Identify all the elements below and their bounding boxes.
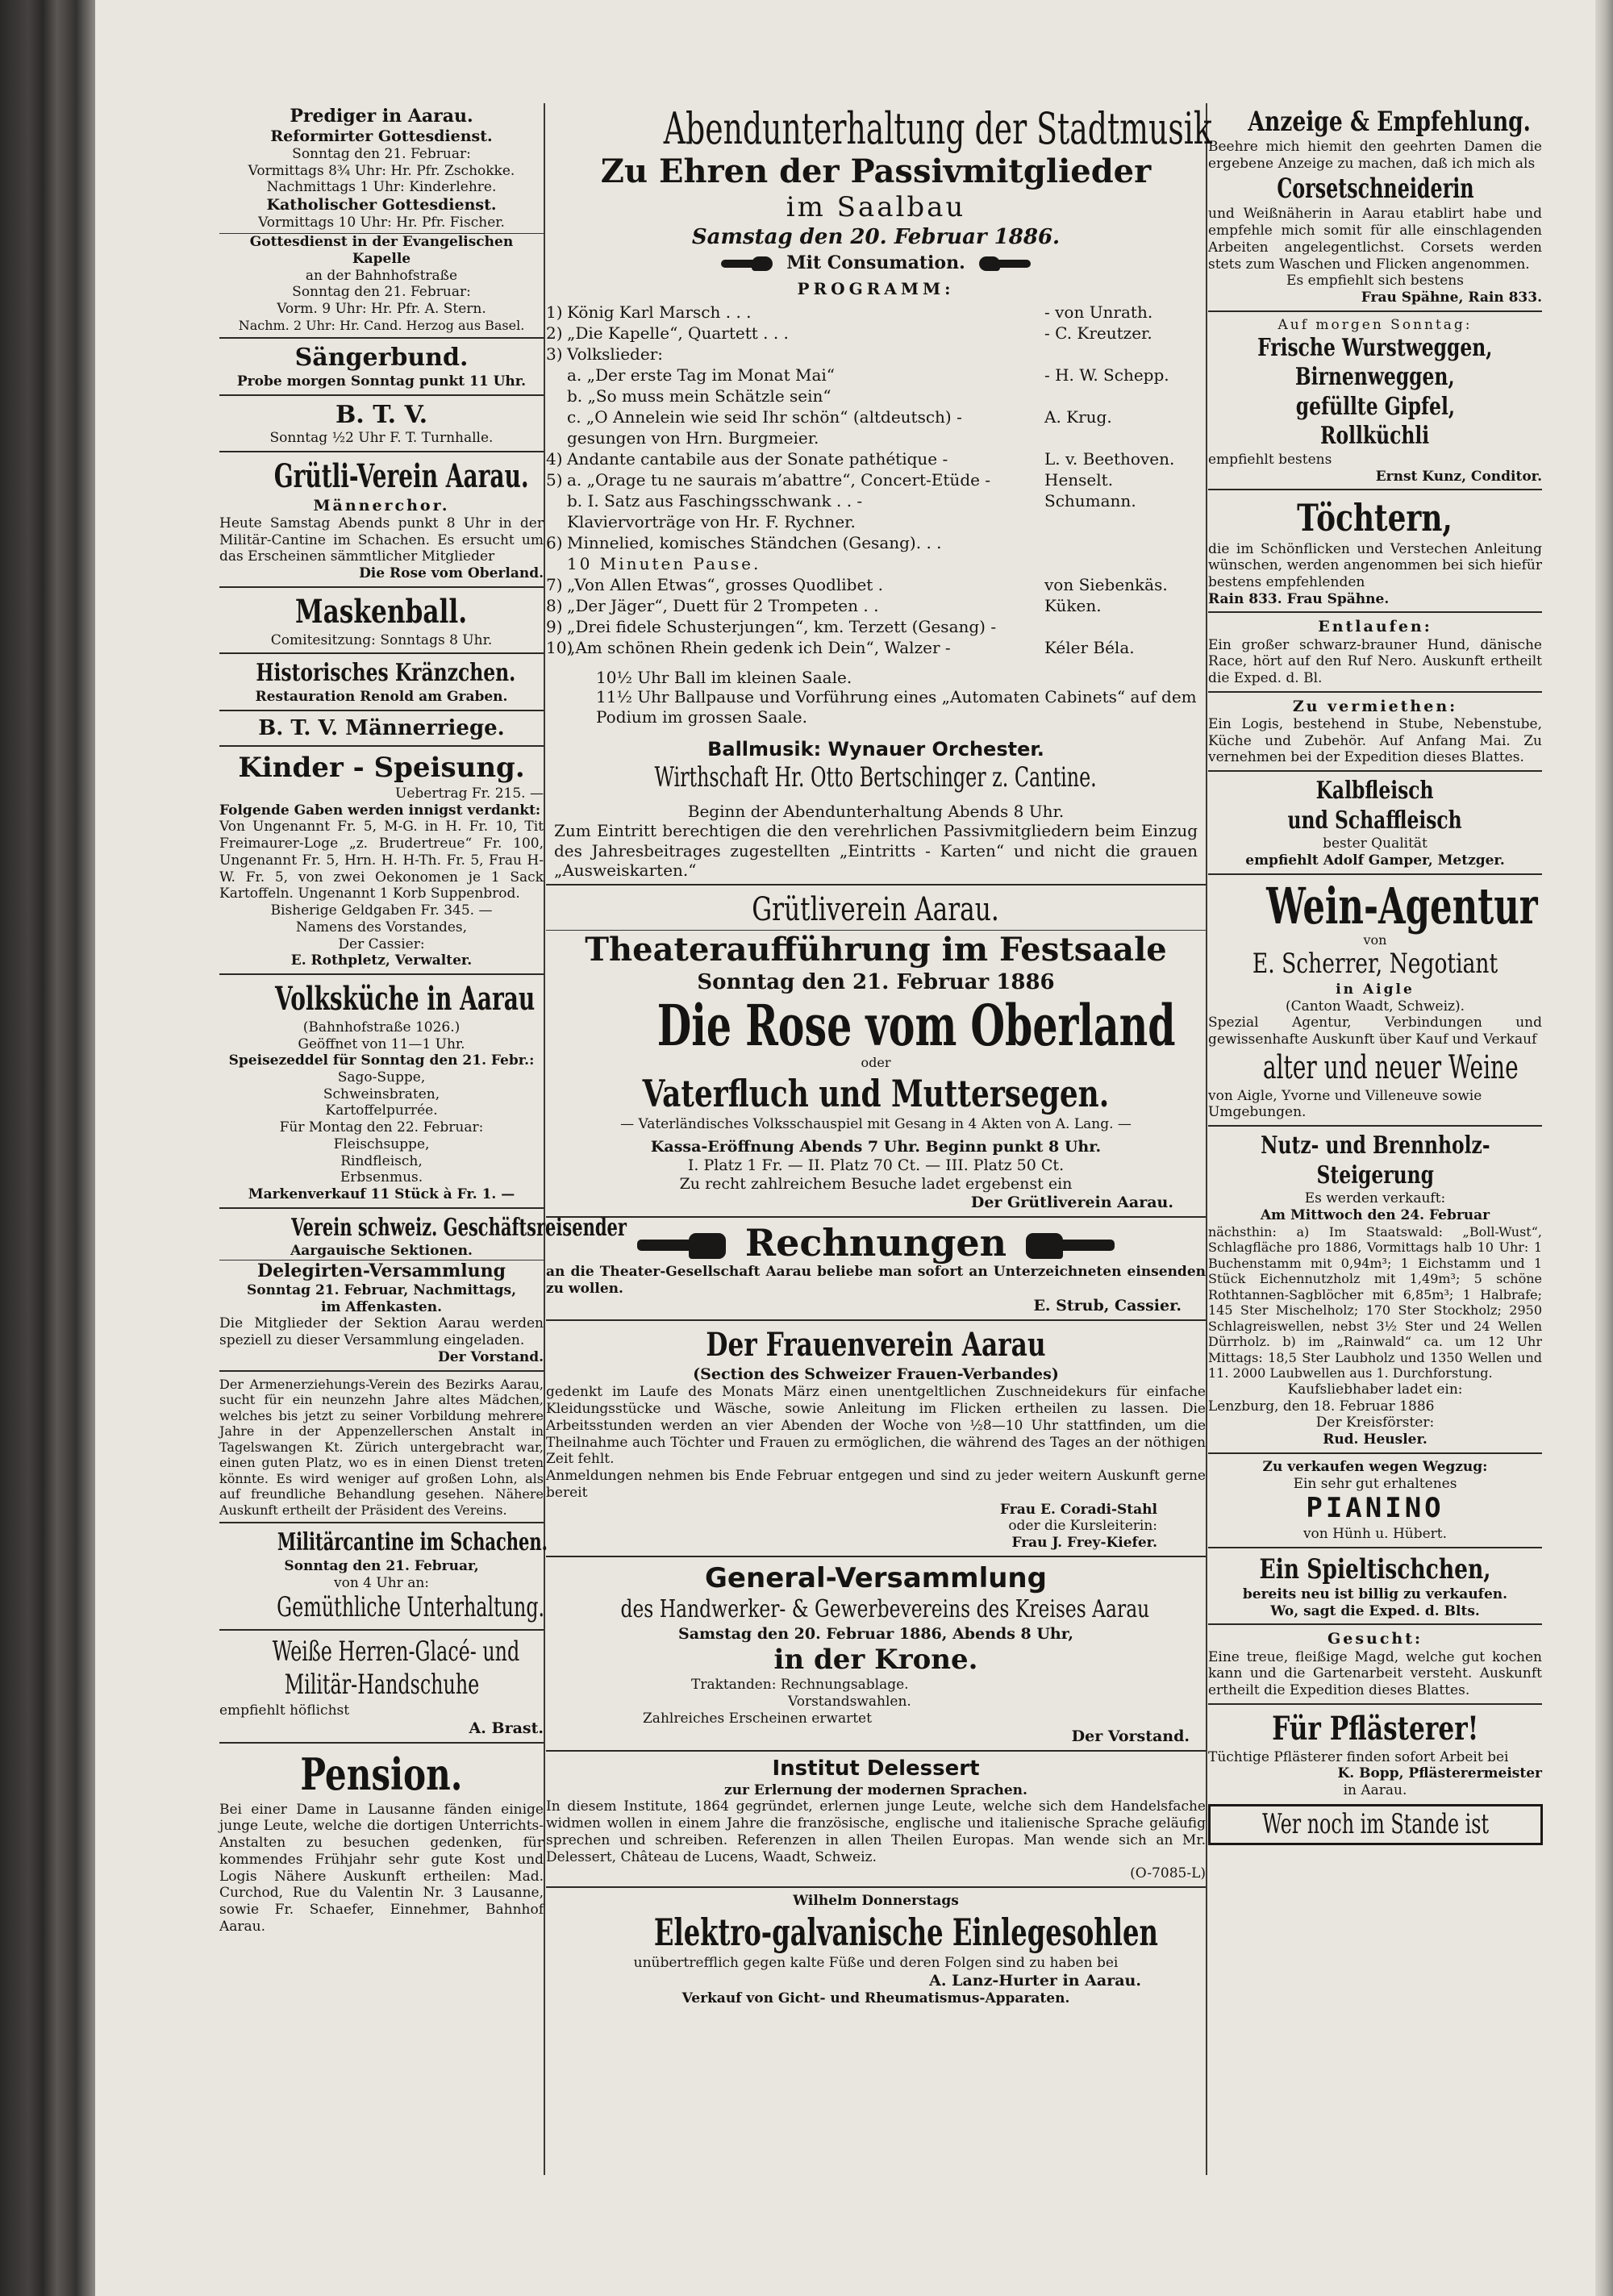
stadtmusik-title: Abendunterhaltung der Stadtmusik [663,103,1212,154]
programm-number [546,490,567,511]
text-line: Wo, sagt die Exped. d. Blts. [1270,1602,1480,1619]
text-line: Kartoffelpurrée. [325,1102,438,1119]
programm-number [546,511,567,532]
gruetliverein-theater-notice [546,888,1206,1218]
text-line: in Aarau. [1343,1782,1407,1799]
column-rule-left [544,103,545,2175]
prediger-catholic: Katholischer Gottesdienst. [266,196,497,215]
programm-item [546,344,1206,365]
pointing-hand-right-icon [721,256,774,272]
schaffleisch-line: und Schaffleisch [1287,806,1463,835]
text-line: Zahlreiches Erscheinen erwartet [643,1710,872,1727]
programm-number [546,553,567,574]
frauenverein-anmeldung: Anmeldungen nehmen bis Ende Februar entgegen und sind zu jeder weitern Auskunft gerne bereit [546,1468,1206,1501]
pflaesterer-signature: K. Bopp, Pflästerermeister [1337,1765,1542,1782]
programm-composer [1044,344,1206,365]
stadtmusik-subtitle: Zu Ehren der Passivmitglieder [600,152,1152,190]
kassa-line: Kassa-Eröffnung Abends 7 Uhr. Beginn punkt 8 Uhr. [650,1137,1102,1156]
programm-number [546,385,567,406]
institut-delessert-notice [546,1754,1206,1888]
militaercantine-title: Militärcantine im Schachen. [277,1528,548,1557]
generalversammlung-venue: in der Krone. [773,1644,978,1676]
text-line: Markenverkauf 11 Stück à Fr. 1. — [248,1186,515,1203]
generalversammlung-subtitle: des Handwerker- & Gewerbevereins des Kreises Aarau [620,1595,1150,1624]
gruetli-verein-notice [219,455,544,588]
armenerziehung-text: Der Armenerziehungs-Verein des Bezirks Aarau, sucht für ein neunzehn Jahre altes Mädchen, welches bis jetzt zu seiner Vorbildung mehrere Jahre in der Appenzellerschen Anstalt in Tagelswangen Kt. Zürich untergebracht war, einen guten Platz, wo es in einen Dienst treten könnte. Es wird weniger auf großen Lohn, als auf freundliche Behandlung gesehen. Nähere Auskunft ertheilt der Präsident des Vereins. [219,1376,544,1518]
programm-piece: gesungen von Hrn. Burgmeier. [567,427,819,448]
text-line: Sonntag den 21. Februar: [292,284,471,301]
frauenverein-notice [546,1323,1206,1556]
programm-piece: „Der Jäger“, Duett für 2 Trompeten . . [567,595,879,615]
gruetli-text: Heute Samstag Abends punkt 8 Uhr in der Militär-Cantine im Schachen. Es ersucht um das Erscheinen sämmtlicher Mitglieder [219,515,544,565]
text-line: Sonntag 21. Februar, Nachmittags, [246,1282,517,1299]
rechnungen-signature: E. Strub, Cassier. [1033,1297,1182,1315]
text-line: Namens des Vorstandes, [295,919,468,935]
text-line: Sago-Suppe, [337,1069,426,1085]
wein-agentur-text: Spezial Agentur, Verbindungen und gewissenhafte Auskunft über Kauf und Verkauf [1208,1015,1542,1048]
spieltischchen-title: Ein Spieltischchen, [1259,1552,1491,1586]
kinder-speisung-notice [219,749,544,975]
volkskueche-notice [219,977,544,1209]
stadtmusik-notice [546,103,1212,885]
text-line: Verkauf von Gicht- und Rheumatismus-Apparaten. [681,1990,1070,2006]
frauenverein-title: Der Frauenverein Aarau [706,1326,1046,1365]
programm-composer [1044,385,1206,406]
armenerziehung-notice [219,1374,544,1524]
theater-date: Sonntag den 21. Februar 1886 [697,969,1055,994]
text-line: Folgende Gaben werden innigst verdankt: [219,802,541,819]
text-line: empfiehlt bestens [1208,451,1332,468]
programm-composer: Kéler Béla. [1044,637,1135,657]
text-line: Zu verkaufen wegen Wegzug: [1262,1458,1488,1475]
rechnungen-text: an die Theater-Gesellschaft Aarau beliebe man sofort an Unterzeichneten einsenden zu wollen. [546,1263,1206,1297]
anzeige-signature: Frau Spähne, Rain 833. [1361,290,1542,306]
programm-number: 1) [546,302,563,322]
handschuhe-notice [219,1633,544,1744]
pointing-hand-left-icon [1026,1231,1115,1261]
toechtern-text: die im Schönflicken und Verstechen Anleitung wünschen, werden angenommen bei sich hiefür bestens empfehlenden [1208,540,1542,590]
programm-number [546,406,567,427]
stadtmusik-venue: im Saalbau [786,191,966,224]
programm-piece: a. „Der erste Tag im Monat Mai“ [567,365,836,385]
birnenweggen-line: Birnenweggen, [1295,363,1455,392]
kraenzchen-notice [219,656,544,710]
programm-composer: Schumann. [1044,490,1136,510]
programm-heading: PROGRAMM: [797,278,955,298]
programm-composer: von Siebenkäs. [1044,574,1168,594]
handschuhe-signature: A. Brast. [469,1719,544,1737]
text-line: Auf morgen Sonntag: [1277,316,1473,333]
programm-composer: - H. W. Schepp. [1044,365,1169,385]
frauenverein-text: gedenkt im Laufe des Monats März einen unentgeltlichen Zuschneidekurs für einfache Kleidungsstücke und Wäsche, sowie Anleitung im Flicken ertheilen zu lassen. Die Arbeitsstunden werden an vier Abenden der Woche von ½8—10 Uhr stattfinden, um die Theilnahme auch Töchter und Frauen zu ermöglichen, die während des Tages an der nöthigen Zeit fehlt. [546,1384,1206,1468]
programm-piece: b. I. Satz aus Faschingsschwank . . - [567,490,863,510]
toechtern-signature: Rain 833. Frau Spähne. [1208,590,1390,607]
anzeige-title: Anzeige & Empfehlung. [1248,106,1531,138]
konditor-signature: Ernst Kunz, Conditor. [1375,468,1542,485]
programm-piece: „Am schönen Rhein gedenk ich Dein“, Walzer - [567,637,951,657]
holzsteigerung-text: nächsthin: a) Im Staatswald: „Boll-Wust“, Schlagfläche pro 1886, Vormittags halb 10 Uhr: 1 Buchenstamm mit 0,94m³; 1 Eichstamm und 1 Stück Eichennutzholz mit 1,49m³; 5 schöne Rothtannen-Sagblöcher mit 6,85m³; 1 Halbrafe; 145 Ster Mischelholz; 170 Ster Stockholz; 2950 Schlagreiswellen, nebst 3½ Ster und 24 Wellen Dürrholz. b) im „Rainwald“ ca. um 12 Uhr Mittags: 18,5 Ster Laubholz und 1350 Wellen und 11. 2000 Laubwellen aus 1. Durchforstung. [1208,1223,1542,1381]
text-line: bester Qualität [1323,835,1428,852]
generalversammlung-title: General-Versammlung [705,1561,1047,1594]
programm-composer [1044,511,1206,532]
programm-item [546,469,1206,490]
programm-composer: Küken. [1044,595,1102,615]
programm-item [546,406,1206,427]
ball-line1: 10½ Uhr Ball im kleinen Saale. [596,667,852,687]
gruetli-subtitle: Männerchor. [313,496,450,515]
programm-composer [1044,616,1206,637]
text-line: (Bahnhofstraße 1026.) [302,1019,461,1035]
gruetliverein-title: Grütliverein Aarau. [752,891,1000,929]
programm-item [546,302,1206,323]
programm-item [546,385,1206,406]
text-line: unübertrefflich gegen kalte Füße und deren Folgen sind zu haben bei [633,1954,1119,1971]
ballmusik-line: Ballmusik: Wynauer Orchester. [707,738,1044,761]
programm-composer: L. v. Beethoven. [1044,448,1175,469]
programm-number: 5) [546,469,563,490]
wein-agentur-title: Wein-Agentur [1266,876,1538,935]
geschaeftsreisender-notice [219,1211,627,1372]
text-line: Uebertrag Fr. 215. — [395,785,544,802]
holzsteigerung-signature: Rud. Heusler. [1323,1431,1428,1448]
saengerbund-notice [219,341,544,395]
pointing-hand-right-icon [637,1231,726,1261]
pflaesterer-title: Für Pflästerer! [1271,1709,1479,1748]
consumation-label: Mit Consumation. [786,252,965,273]
programm-piece: Minnelied, komisches Ständchen (Gesang). . . [567,532,942,552]
text-line: Schweinsbraten, [323,1085,440,1102]
text-line: Probe morgen Sonntag punkt 11 Uhr. [236,373,527,390]
delegirten-text: Die Mitglieder der Sektion Aarau werden speziell zu dieser Versammlung eingeladen. [219,1315,544,1349]
programm-item [546,574,1206,595]
oder-line: oder [861,1055,891,1071]
institut-title: Institut Delessert [772,1756,980,1781]
programm-number: 10) [546,637,573,657]
text-line: Am Mittwoch den 24. Februar [1260,1207,1490,1224]
pension-notice [219,1746,544,1940]
toechtern-title: Töchtern, [1297,496,1453,540]
programm-number: 8) [546,595,563,615]
pointing-hand-left-icon [977,256,1031,272]
kalbfleisch-line: Kalbfleisch [1316,777,1434,806]
text-line: Bisherige Geldgaben Fr. 345. — [270,902,493,919]
text-line: Sonntag ½2 Uhr F. T. Turnhalle. [269,430,494,447]
programm-item [546,616,1206,637]
wirthschaft-line: Wirthschaft Hr. Otto Bertschinger z. Cantine. [654,761,1098,794]
text-line: von [1363,931,1387,948]
pension-title: Pension. [300,1748,463,1800]
wein-agentur-name: E. Scherrer, Negotiant [1252,948,1498,981]
rose-vom-oberland-title: Die Rose vom Oberland [656,991,1176,1059]
programm-item [546,448,1206,469]
programm-item [546,553,1206,574]
programm-composer [1044,553,1206,574]
text-line: Vormittags 10 Uhr: Hr. Pfr. Fischer. [258,215,505,231]
rechnungen-notice [546,1220,1206,1321]
text-line: Lenzburg, den 18. Februar 1886 [1208,1398,1435,1415]
einlegesohlen-title: Elektro-galvanische Einlegesohlen [653,1910,1158,1954]
stadtmusik-date: Samstag den 20. Februar 1886. [691,224,1061,249]
programm-item [546,490,1206,511]
magd-notice [1208,1627,1542,1704]
maskenball-notice [219,590,544,655]
kraenzchen-title: Historisches Kränzchen. [256,659,516,688]
holzsteigerung-title2: Steigerung [1316,1161,1434,1190]
text-line: Speisezeddel für Sonntag den 21. Febr.: [228,1052,535,1069]
text-line: Fleischsuppe, [333,1135,430,1152]
programm-composer [1044,427,1206,448]
text-line: Erbsenmus. [340,1169,423,1186]
generalversammlung-date: Samstag den 20. Februar 1886, Abends 8 Uhr, [678,1624,1073,1643]
pianino-title: PIANINO [1306,1492,1444,1525]
spieltischchen-notice [1208,1551,1542,1626]
beginn-line: Beginn der Abendunterhaltung Abends 8 Uhr. [687,801,1065,821]
programm-item [546,323,1206,344]
programm-item [546,595,1206,616]
text-line: Rindfleisch, [340,1152,423,1169]
text-line: Der Cassier: [338,935,425,952]
institut-text: In diesem Institute, 1864 gegründet, erlernen junge Leute, welche sich dem Handelsfache widmen wollen in einem Jahre die französische, englische und italienische Sprache geläufig sprechen und schreiben. Referenzen in allen Theilen Europas. Man wende sich an Mr. Delessert, Château de Lucens, Waadt, Schweiz. [546,1798,1206,1865]
konditor-notice [1208,315,1542,491]
gruetliverein-signature: Der Grütliverein Aarau. [970,1194,1173,1212]
vermiethen-text: Ein Logis, bestehend in Stube, Nebenstube, Küche und Zubehör. Auf Anfang Mai. Zu vernehmen bei der Expedition dieses Blattes. [1208,715,1542,766]
text-line: Der Kreisförster: [1315,1415,1435,1431]
programm-piece: c. „O Annelein wie seid Ihr schön“ (altdeutsch) - [567,406,962,427]
pflaesterer-notice [1208,1707,1542,1849]
delegirten-title: Delegirten-Versammlung [219,1260,544,1282]
programm-number: 3) [546,344,563,364]
theater-headline: Theateraufführung im Festsaale [546,930,1206,970]
institut-subtitle: zur Erlernung der modernen Sprachen. [724,1781,1027,1798]
eintritt-text: Zum Eintritt berechtigen die den verehrlichen Passivmitgliedern beim Einzug des Jahresbeitrages zugestellten „Eintritts - Karten“ und nicht die grauen „Ausweiskarten.“ [554,821,1198,880]
text-line: Traktanden: Rechnungsablage. [691,1677,909,1694]
right-column [1208,103,1542,2264]
zahl-line: Zu recht zahlreichem Besuche ladet ergebenst ein [679,1174,1073,1193]
anzeige-text: Beehre mich hiemit den geehrten Damen die ergebene Anzeige zu machen, daß ich mich als [1208,139,1542,173]
geschaeftsreisender-title: Verein schweiz. Geschäftsreisender [291,1213,627,1242]
anzeige-text2: und Weißnäherin in Aarau etablirt habe und empfehle mich somit für alle einschlagenden Arbeiten angelegentlichst. Corsets werden stets zum Waschen und Flicken angenommen. [1208,206,1542,273]
gesucht-title: Gesucht: [1327,1630,1423,1648]
programm-item [546,365,1206,385]
rollkuechli-line: Rollküchli [1320,422,1430,451]
kinder-speisung-title: Kinder - Speisung. [238,752,525,785]
entlaufen-text: Ein großer schwarz-brauner Hund, dänische Race, hört auf den Ruf Nero. Auskunft ertheilt die Exped. d. Bl. [1208,636,1542,687]
pflaesterer-text: Tüchtige Pflästerer finden sofort Arbeit bei [1208,1748,1509,1765]
text-line: (Canton Waadt, Schweiz). [1285,998,1465,1015]
text-line: Nachm. 2 Uhr: Hr. Cand. Herzog aus Basel. [238,317,525,333]
programm-piece: „Von Allen Etwas“, grosses Quodlibet . [567,574,884,594]
gesucht-text: Eine treue, fleißige Magd, welche gut kochen kann und die Gartenarbeit versteht. Auskunft ertheilt die Expedition dieses Blattes. [1208,1648,1542,1699]
kinder-speisung-text: Von Ungenannt Fr. 5, M-G. in H. Fr. 10, Tit Freimaurer-Loge „z. Brudertreue“ Fr. 100, Ungenannt Fr. 5, Hrn. H. H-Th. Fr. 5, Frau H-W. Fr. 5, von zwei Oekonomen je 1 Sack Kartoffeln. Ungenannt 1 Korb Suppenbrod. [219,819,544,902]
gruetli-signature: Die Rose vom Oberland. [359,565,544,582]
programm-piece: b. „So muss mein Schätzle sein“ [567,385,832,406]
programm-piece: Andante cantabile aus der Sonate pathétique - [567,448,948,469]
programm-number: 4) [546,448,563,469]
gipfel-line: gefüllte Gipfel, [1295,392,1455,421]
text-line: Comitesitzung: Sonntags 8 Uhr. [270,631,493,648]
programm-number: 7) [546,574,563,594]
btv-maennerriege-title: B. T. V. Männerriege. [258,715,505,740]
pianino-notice [1208,1456,1542,1548]
prediger-title: Prediger in Aarau. [290,106,473,127]
plaetze-line: I. Platz 1 Fr. — II. Platz 70 Ct. — III. Platz 50 Ct. [687,1156,1065,1174]
handschuhe-line2: Militär-Handschuhe [284,1669,479,1702]
programm-item [546,637,1206,658]
programm-composer: A. Krug. [1044,406,1112,427]
text-line: Kaufsliebhaber ladet ein: [1287,1381,1463,1398]
text-line: an der Bahnhofstraße [305,267,458,284]
kinder-speisung-signature: E. Rothpletz, Verwalter. [290,952,473,969]
text-line: Es empfiehlt sich bestens [1286,273,1464,290]
text-line: Restauration Renold am Graben. [255,688,508,705]
toechtern-notice [1208,493,1542,613]
programm-item [546,427,1206,448]
text-line: Sonntag den 21. Februar: [292,146,471,162]
programm-item [546,511,1206,532]
einlegesohlen-brand: Wilhelm Donnerstags [793,1892,959,1909]
programm-composer [1044,532,1206,553]
rechnungen-title: Rechnungen [744,1221,1007,1265]
militaercantine-notice [219,1526,548,1631]
wurstweggen-line: Frische Wurstweggen, [1257,333,1493,362]
einlegesohlen-notice [546,1890,1206,2011]
prediger-reformed: Reformirter Gottesdienst. [270,127,493,145]
programm-number: 2) [546,323,563,343]
programm-number [546,365,567,385]
programm-piece: „Drei fidele Schusterjungen“, km. Terzett (Gesang) - [567,616,997,636]
frauenverein-signature2: oder die Kursleiterin: [1008,1518,1157,1535]
programm-piece: a. „Orage tu ne saurais m’abattre“, Concert-Etüde - [567,469,991,490]
holzsteigerung-notice [1208,1129,1542,1454]
text-line: Vormittags 8¾ Uhr: Hr. Pfr. Zschokke. [248,162,515,179]
programm-composer: - C. Kreutzer. [1044,323,1152,343]
programm-item [546,532,1206,553]
metzger-signature: empfiehlt Adolf Gamper, Metzger. [1245,852,1505,869]
programm-piece: König Karl Marsch . . . [567,302,752,322]
text-line: Für Montag den 22. Februar: [279,1119,484,1136]
programm-number: 6) [546,532,563,552]
prediger-evangelical: Gottesdienst in der Evangelischen Kapelle [219,233,544,267]
programm-composer: Henselt. [1044,469,1114,490]
programm-number [546,427,567,448]
pension-text: Bei einer Dame in Lausanne fänden einige junge Leute, welche die dortigen Unterrichts-Anstalten zu besuchen gedenken, für kommendes Frühjahr sehr gute Kost und Logis Nähere Auskunft ertheilen: Mad. Curchod, Rue du Valentin Nr. 3 Lausanne, sowie Fr. Schaefer, Einnehmer, Bahnhof Aarau. [219,1801,544,1935]
text-line: im Affenkasten. [321,1298,442,1315]
programm-piece: Volkslieder: [567,344,663,364]
frauenverein-signature3: Frau J. Frey-Kiefer. [1011,1535,1157,1552]
maskenball-title: Maskenball. [295,592,468,631]
text-line: bereits neu ist billig zu verkaufen. [1242,1586,1508,1603]
page-right-edge [1595,0,1613,2296]
programm-composer: - von Unrath. [1044,302,1153,322]
wein-agentur-text2: von Aigle, Yvorne und Villeneuve sowie Umgebungen. [1208,1087,1482,1121]
corsetschneiderin-title: Corsetschneiderin [1276,172,1474,205]
frauenverein-signature1: Frau E. Coradi-Stahl [999,1501,1157,1518]
volkskueche-title: Volksküche in Aarau [275,979,536,1018]
holzsteigerung-title1: Nutz- und Brennholz- [1260,1131,1490,1161]
handschuhe-line1: Weiße Herren-Glacé- und [272,1635,520,1668]
middle-column [546,103,1212,2264]
corsetschneiderin-notice [1208,103,1542,312]
saengerbund-title: Sängerbund. [294,344,469,373]
prediger-notice [219,103,544,339]
text-line: Aargauische Sektionen. [290,1243,473,1260]
einlegesohlen-signature: A. Lanz-Hurter in Aarau. [929,1971,1141,1990]
programm-number: 9) [546,616,563,636]
book-binding-edge [0,0,95,2296]
text-line: Nachmittags 1 Uhr: Kinderlehre. [266,179,497,196]
wein-agentur-notice [1208,877,1542,1127]
text-line: Ein sehr gut erhaltenes [1293,1475,1457,1492]
frauenverein-subtitle: (Section des Schweizer Frauen-Verbandes) [693,1365,1059,1384]
ball-line2: 11½ Uhr Ballpause und Vorführung eines „Automaten Cabinets“ auf dem Podium im grossen Saale. [596,687,1197,727]
text-line: Geöffnet von 11—1 Uhr. [298,1035,465,1052]
programm-list [546,302,1206,658]
metzger-notice [1208,774,1542,875]
btv-maennerriege-notice [219,714,544,748]
generalversammlung-signature: Der Vorstand. [1071,1727,1190,1745]
text-line: empfiehlt höflichst [219,1702,350,1719]
text-line: in Aigle [1336,981,1415,998]
btv-title: B. T. V. [335,400,428,429]
programm-piece: Klaviervorträge von Hr. F. Rychner. [567,511,856,531]
generalversammlung-notice [546,1560,1206,1752]
entlaufen-notice [1208,615,1542,692]
entlaufen-title: Entlaufen: [1318,618,1432,636]
weine-headline: alter und neuer Weine [1262,1048,1519,1086]
text-line: Vorstandswahlen. [788,1694,911,1711]
unterhaltung-headline: Gemüthliche Unterhaltung. [277,1591,545,1624]
volksschauspiel-line: — Vaterländisches Volksschauspiel mit Gesang in 4 Akten von A. Lang. — [620,1115,1132,1132]
vermiethen-title: Zu vermiethen: [1292,697,1458,715]
gruetli-title: Grütli-Verein Aarau. [273,456,529,495]
column-rule-right [1206,103,1207,2175]
wer-noch-im-stande-headline: Wer noch im Stande ist [1262,1807,1490,1840]
vaterfluch-title: Vaterfluch und Muttersegen. [642,1071,1110,1115]
institut-code: (O-7085-L) [1130,1865,1206,1882]
programm-piece: 10 Minuten Pause. [567,553,761,573]
text-line: Sonntag den 21. Februar, [284,1557,479,1574]
text-line: von 4 Uhr an: [333,1574,430,1591]
text-line: von Hünh u. Hübert. [1302,1525,1448,1542]
delegirten-signature: Der Vorstand. [438,1348,544,1365]
text-line: Es werden verkauft: [1304,1190,1446,1207]
vermiethen-notice [1208,695,1542,772]
programm-piece: „Die Kapelle“, Quartett . . . [567,323,789,343]
text-line: Vorm. 9 Uhr: Hr. Pfr. A. Stern. [277,301,486,318]
btv-notice [219,398,544,452]
